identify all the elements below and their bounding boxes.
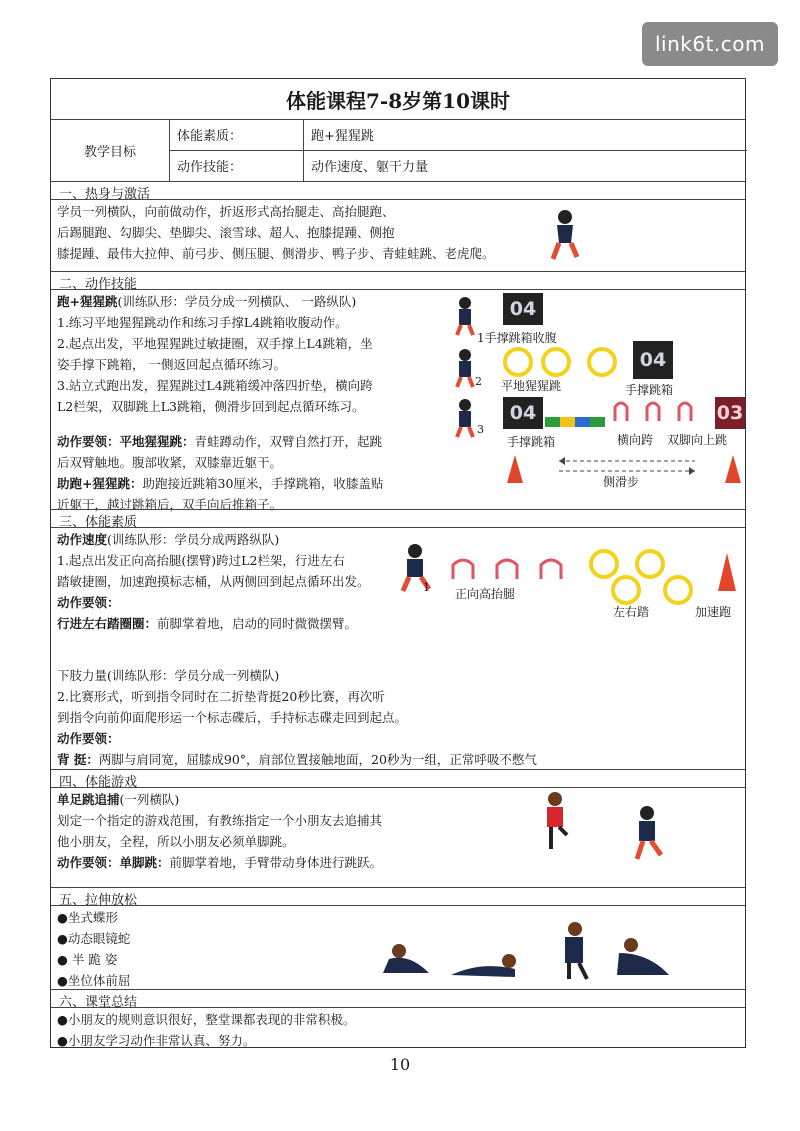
key-point-label: 动作要领：平地猩猩跳： [57, 434, 195, 449]
agility-ring [541, 347, 571, 377]
page-number: 10 [389, 1055, 411, 1074]
step-number: 3 [477, 423, 484, 436]
section-stretch-heading: 五、拉伸放松 [59, 893, 138, 908]
hopping-child-figure [625, 805, 671, 875]
key-point-text: 后双臂触地。腹部收紧，双膝靠近躯干。 [57, 455, 283, 470]
warmup-line: 后踢腿跑、勾脚尖、垫脚尖、滚雪球、超人、抱膝提踵、侧抱 [57, 225, 395, 240]
agility-ring [587, 347, 617, 377]
skills-step: L2栏架，双脚跳上L3跳箱，侧滑步回到起点循环练习。 [57, 399, 365, 414]
objective-skill-label: 动作技能： [177, 160, 243, 175]
skills-text [57, 291, 373, 417]
power-line: 到指令向前仰面爬形运一个标志碟后，手持标志碟走回到起点。 [57, 710, 408, 725]
skills-step: 姿手撑下跳箱， 一侧返回起点循环练习。 [57, 357, 286, 372]
step-number: 2 [475, 375, 482, 388]
illus-label-vault: 手撑跳箱 [625, 383, 674, 397]
running-child-figure [545, 207, 585, 267]
divider [51, 199, 745, 200]
illus-label-flat-jump: 平地猩猩跳 [501, 379, 562, 393]
illus-label-high-knee: 正向高抬腿 [455, 587, 516, 601]
speed-text [57, 529, 370, 634]
power-title: 下肢力量 [57, 668, 108, 683]
stretch-list [57, 907, 130, 991]
illus-label-side-slide: 侧滑步 [603, 475, 640, 489]
power-key-label: 动作要领： [57, 731, 120, 746]
stretch-item: ●动态眼镜蛇 [57, 931, 131, 946]
skills-step: 2.起点出发，平地猩猩跳过敏捷圈，双手撑上L4跳箱，坐 [57, 336, 373, 351]
section-skills-heading: 二、动作技能 [59, 277, 138, 292]
skills-step: 1.练习平地猩猩跳动作和练习手撑L4跳箱收腹动作。 [57, 315, 348, 330]
skills-subtitle: 跑+猩猩跳 [57, 294, 118, 309]
illus-label-jump-up: 双脚向上跳 [667, 433, 728, 447]
agility-ring [663, 575, 693, 605]
game-formation-note: (一列横队) [119, 792, 180, 807]
warmup-line: 膝提踵、最伟大拉伸、前弓步、侧压腿、侧滑步、鸭子步、青蛙蛙跳、老虎爬。 [57, 246, 495, 261]
section-game-heading: 四、体能游戏 [59, 775, 138, 790]
divider [51, 527, 745, 528]
divider [51, 509, 745, 510]
objective-skill-value: 动作速度、躯干力量 [311, 160, 429, 175]
divider [51, 181, 745, 182]
speed-formation-note: (训练队形：学员分成两路纵队) [107, 532, 280, 547]
folding-mat [545, 415, 605, 429]
watermark: link6t.com [642, 22, 778, 66]
divider [51, 887, 745, 888]
stretching-children-figures [369, 915, 679, 985]
game-key-text: 前脚掌着地，手臂带动身体进行跳跃。 [169, 855, 383, 870]
game-line: 划定一个指定的游戏范围，有教练指定一个小朋友去追捕其 [57, 813, 383, 828]
divider [51, 271, 745, 272]
key-point-text: 近躯干，越过跳箱后，双手向后推箱子。 [57, 497, 283, 512]
power-text [57, 665, 537, 770]
power-key-sub: 背 挺： [57, 752, 99, 767]
skills-step: 3.站立式跑出发，猩猩跳过L4跳箱缓冲落四折垫，横向跨 [57, 378, 373, 393]
divider [51, 905, 745, 906]
game-line: 他小朋友，全程，所以小朋友必须单脚跳。 [57, 834, 295, 849]
section-fitness-heading: 三、体能素质 [59, 515, 138, 530]
running-child-figure [397, 543, 437, 599]
illus-label-vault: 手撑跳箱 [507, 435, 556, 449]
section-summary-heading: 六、课堂总结 [59, 995, 138, 1010]
jump-box: 04 [633, 341, 673, 379]
cone [715, 549, 739, 593]
skills-formation-note: (训练队形：学员分成一列横队、 一路纵队) [117, 294, 357, 309]
warmup-line: 学员一列横队，向前做动作，折返形式高抬腿走、高抬腿跑、 [57, 204, 395, 219]
speed-key-label: 动作要领： [57, 595, 120, 610]
power-formation-note: (训练队形：学员分成一列横队) [107, 668, 280, 683]
divider [51, 1007, 745, 1008]
speed-title: 动作速度 [57, 532, 108, 547]
objective-physical-label: 体能素质： [177, 129, 243, 144]
section-warmup-heading: 一、热身与激活 [59, 187, 151, 202]
stretch-item: ●坐位体前屈 [57, 973, 131, 988]
key-point-text: 助跑接近跳箱30厘米，手撑跳箱，收膝盖贴 [142, 476, 384, 491]
illus-label-sprint: 加速跑 [695, 605, 732, 619]
speed-line: 1.起点出发正向高抬腿(摆臂)跨过L2栏架，行进左右 [57, 553, 345, 568]
hurdles [449, 553, 575, 583]
game-title: 单足跳追捕 [57, 792, 120, 807]
objectives-label: 教学目标 [83, 144, 136, 160]
objective-physical-value: 跑+猩猩跳 [311, 129, 374, 144]
agility-ring [611, 575, 641, 605]
agility-ring [589, 549, 619, 579]
page-title: 体能课程7-8岁第10课时 [286, 88, 510, 113]
summary-item: ●小朋友的规则意识很好，整堂课都表现的非常积极。 [57, 1012, 356, 1027]
divider [169, 150, 747, 151]
jump-box: 04 [503, 397, 543, 429]
hurdles [611, 397, 711, 425]
illus-label-cross: 横向跨 [617, 433, 654, 447]
child-figures [453, 293, 501, 443]
stretch-item: ● 半 跪 姿 [57, 952, 118, 967]
game-key-label: 动作要领：单脚跳： [57, 855, 170, 870]
key-point-label: 助跑+猩猩跳： [57, 476, 143, 491]
divider [51, 769, 745, 770]
power-line: 2.比赛形式，听到指令同时在二折垫背挺20秒比赛，再次听 [57, 689, 385, 704]
summary-item: ●小朋友学习动作非常认真、努力。 [57, 1033, 256, 1048]
illus-label-tuck: 1手撑跳箱收腹 [477, 331, 557, 345]
divider [51, 989, 745, 990]
game-text [57, 789, 382, 873]
agility-ring [635, 549, 665, 579]
divider [51, 289, 745, 290]
key-point-text: 青蛙蹲动作，双臂自然打开，起跳 [194, 434, 383, 449]
illus-label-left-right: 左右踏 [613, 605, 650, 619]
lesson-plan-sheet [50, 78, 746, 1048]
jump-box-l3: 03 [715, 397, 745, 429]
jump-box: 04 [503, 293, 543, 325]
speed-key-sub: 行进左右踏圈圈： [57, 616, 158, 631]
agility-ring [503, 347, 533, 377]
step-number: 1 [423, 581, 430, 594]
speed-line: 踏敏捷圈，加速跑摸标志桶，从两侧回到起点循环出发。 [57, 574, 370, 589]
hopping-child-figure [535, 791, 575, 861]
warmup-text [57, 201, 495, 264]
stretch-item: ●坐式蝶形 [57, 910, 118, 925]
skills-key-points [57, 431, 383, 515]
power-key-text: 两脚与肩同宽，屈膝成90°，肩部位置接触地面，20秒为一组，正常呼吸不憋气 [98, 752, 537, 767]
summary-list [57, 1009, 355, 1051]
divider [51, 787, 745, 788]
speed-key-text: 前脚掌着地，启动的同时微微摆臂。 [157, 616, 358, 631]
